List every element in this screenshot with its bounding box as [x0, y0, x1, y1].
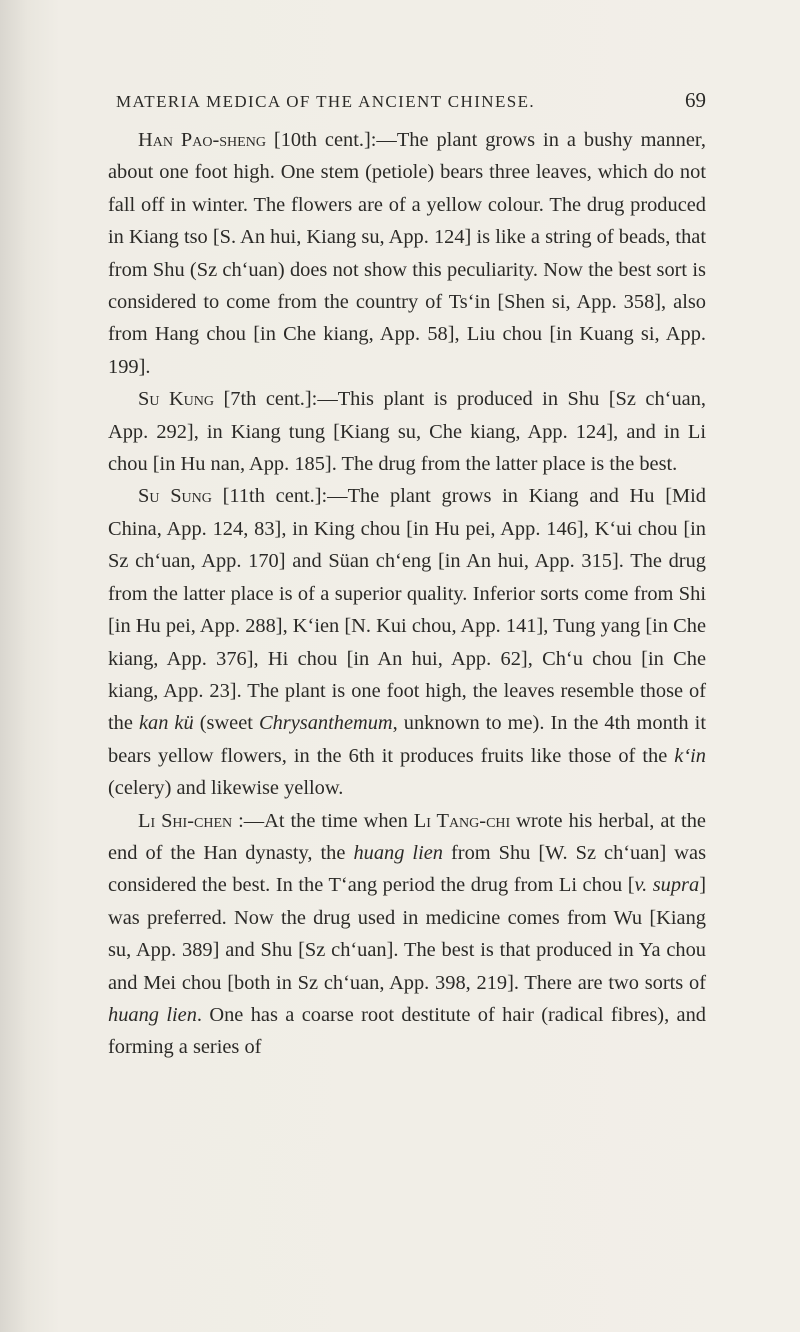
- italic-term: huang lien: [353, 841, 443, 864]
- paragraph-li-shi-chen: [108, 805, 706, 1064]
- italic-term: huang lien: [108, 1003, 197, 1026]
- page-number: 69: [685, 88, 706, 112]
- paragraph-text: (celery) and likewise yellow.: [108, 777, 344, 800]
- paragraph-text: wrote his herbal, at the end of the Han dynasty, the: [108, 809, 706, 864]
- italic-term: Chrysanthemum: [258, 712, 393, 735]
- paragraph-text: [10th cent.]:—The plant grows in a bushy manner, about one foot high. One stem (petiole) bears three leaves, which do not fall off in winter. The flowers are of a yellow colour. The drug produced in Kiang tso [S. An hui, Kiang su, App. 124] is like a string of beads, that from Shu (Sz ch‘uan) does not show this peculiarity. Now the best sort is considered to come from the country of Ts‘in [Shen si, App. 358], also from Hang chou [in Che kiang, App. 58], Liu chou [in Kuang si, App. 199].: [108, 129, 706, 378]
- author-name: Li Shi-chen: [138, 809, 233, 832]
- paragraph-text: [7th cent.]:—This plant is produced in Shu [Sz ch‘uan, App. 292], in Kiang tung [Kiang su, Che kiang, App. 124], and in Li chou [in Hu nan, App. 185]. The drug from the latter place is the best.: [108, 388, 706, 476]
- author-name: Su Sung: [138, 485, 212, 508]
- author-name: Han Pao-sheng: [138, 129, 266, 151]
- body-text: [108, 124, 706, 1064]
- page-header: [110, 88, 706, 118]
- italic-term: v. supra: [634, 874, 700, 897]
- paragraph-text: :—At the time when: [232, 809, 414, 832]
- author-name: Li Tang-chi: [413, 809, 511, 832]
- paragraph-su-kung: [108, 383, 706, 480]
- paragraph-text: from Shu [W. Sz ch‘uan] was considered the best. In the T‘ang period the drug from Li chou [: [108, 841, 706, 897]
- author-name: Su Kung: [138, 388, 214, 411]
- paragraph-text: , unknown to me). In the 4th month it bears yellow flowers, in the 6th it produces fruits like those of the: [108, 712, 706, 767]
- paragraph-text: . One has a coarse root destitute of hair (radical fibres), and forming a series of: [108, 1003, 706, 1059]
- paragraph-text: [11th cent.]:—The plant grows in Kiang and Hu [Mid China, App. 124, 83], in King chou [in Hu pei, App. 146], K‘ui chou [in Sz ch‘uan, App. 170] and Süan ch‘eng [in An hui, App. 315]. The drug from the latter place is of a superior quality. Inferior sorts come from Shi [in Hu pei, App. 288], K‘ien [N. Kui chou, App. 141], Tung yang [in Che kiang, App. 376], Hi chou [in An hui, App. 62], Ch‘u chou [in Che kiang, App. 23]. The plant is one foot high, the leaves resemble those of the: [108, 485, 706, 735]
- paragraph-han-pao-sheng: [108, 124, 706, 383]
- italic-term: k‘in: [674, 744, 706, 767]
- italic-term: kan kü: [138, 712, 194, 735]
- paragraph-su-sung: [108, 480, 706, 804]
- paragraph-text: ] was preferred. Now the drug used in medicine comes from Wu [Kiang su, App. 389] and Shu [Sz ch‘uan]. The best is that produced in Ya chou and Mei chou [both in Sz ch‘uan, App. 398, 219]. There are two sorts of: [108, 874, 706, 994]
- running-title: MATERIA MEDICA OF THE ANCIENT CHINESE.: [116, 92, 536, 111]
- paragraph-text: (sweet: [193, 712, 259, 735]
